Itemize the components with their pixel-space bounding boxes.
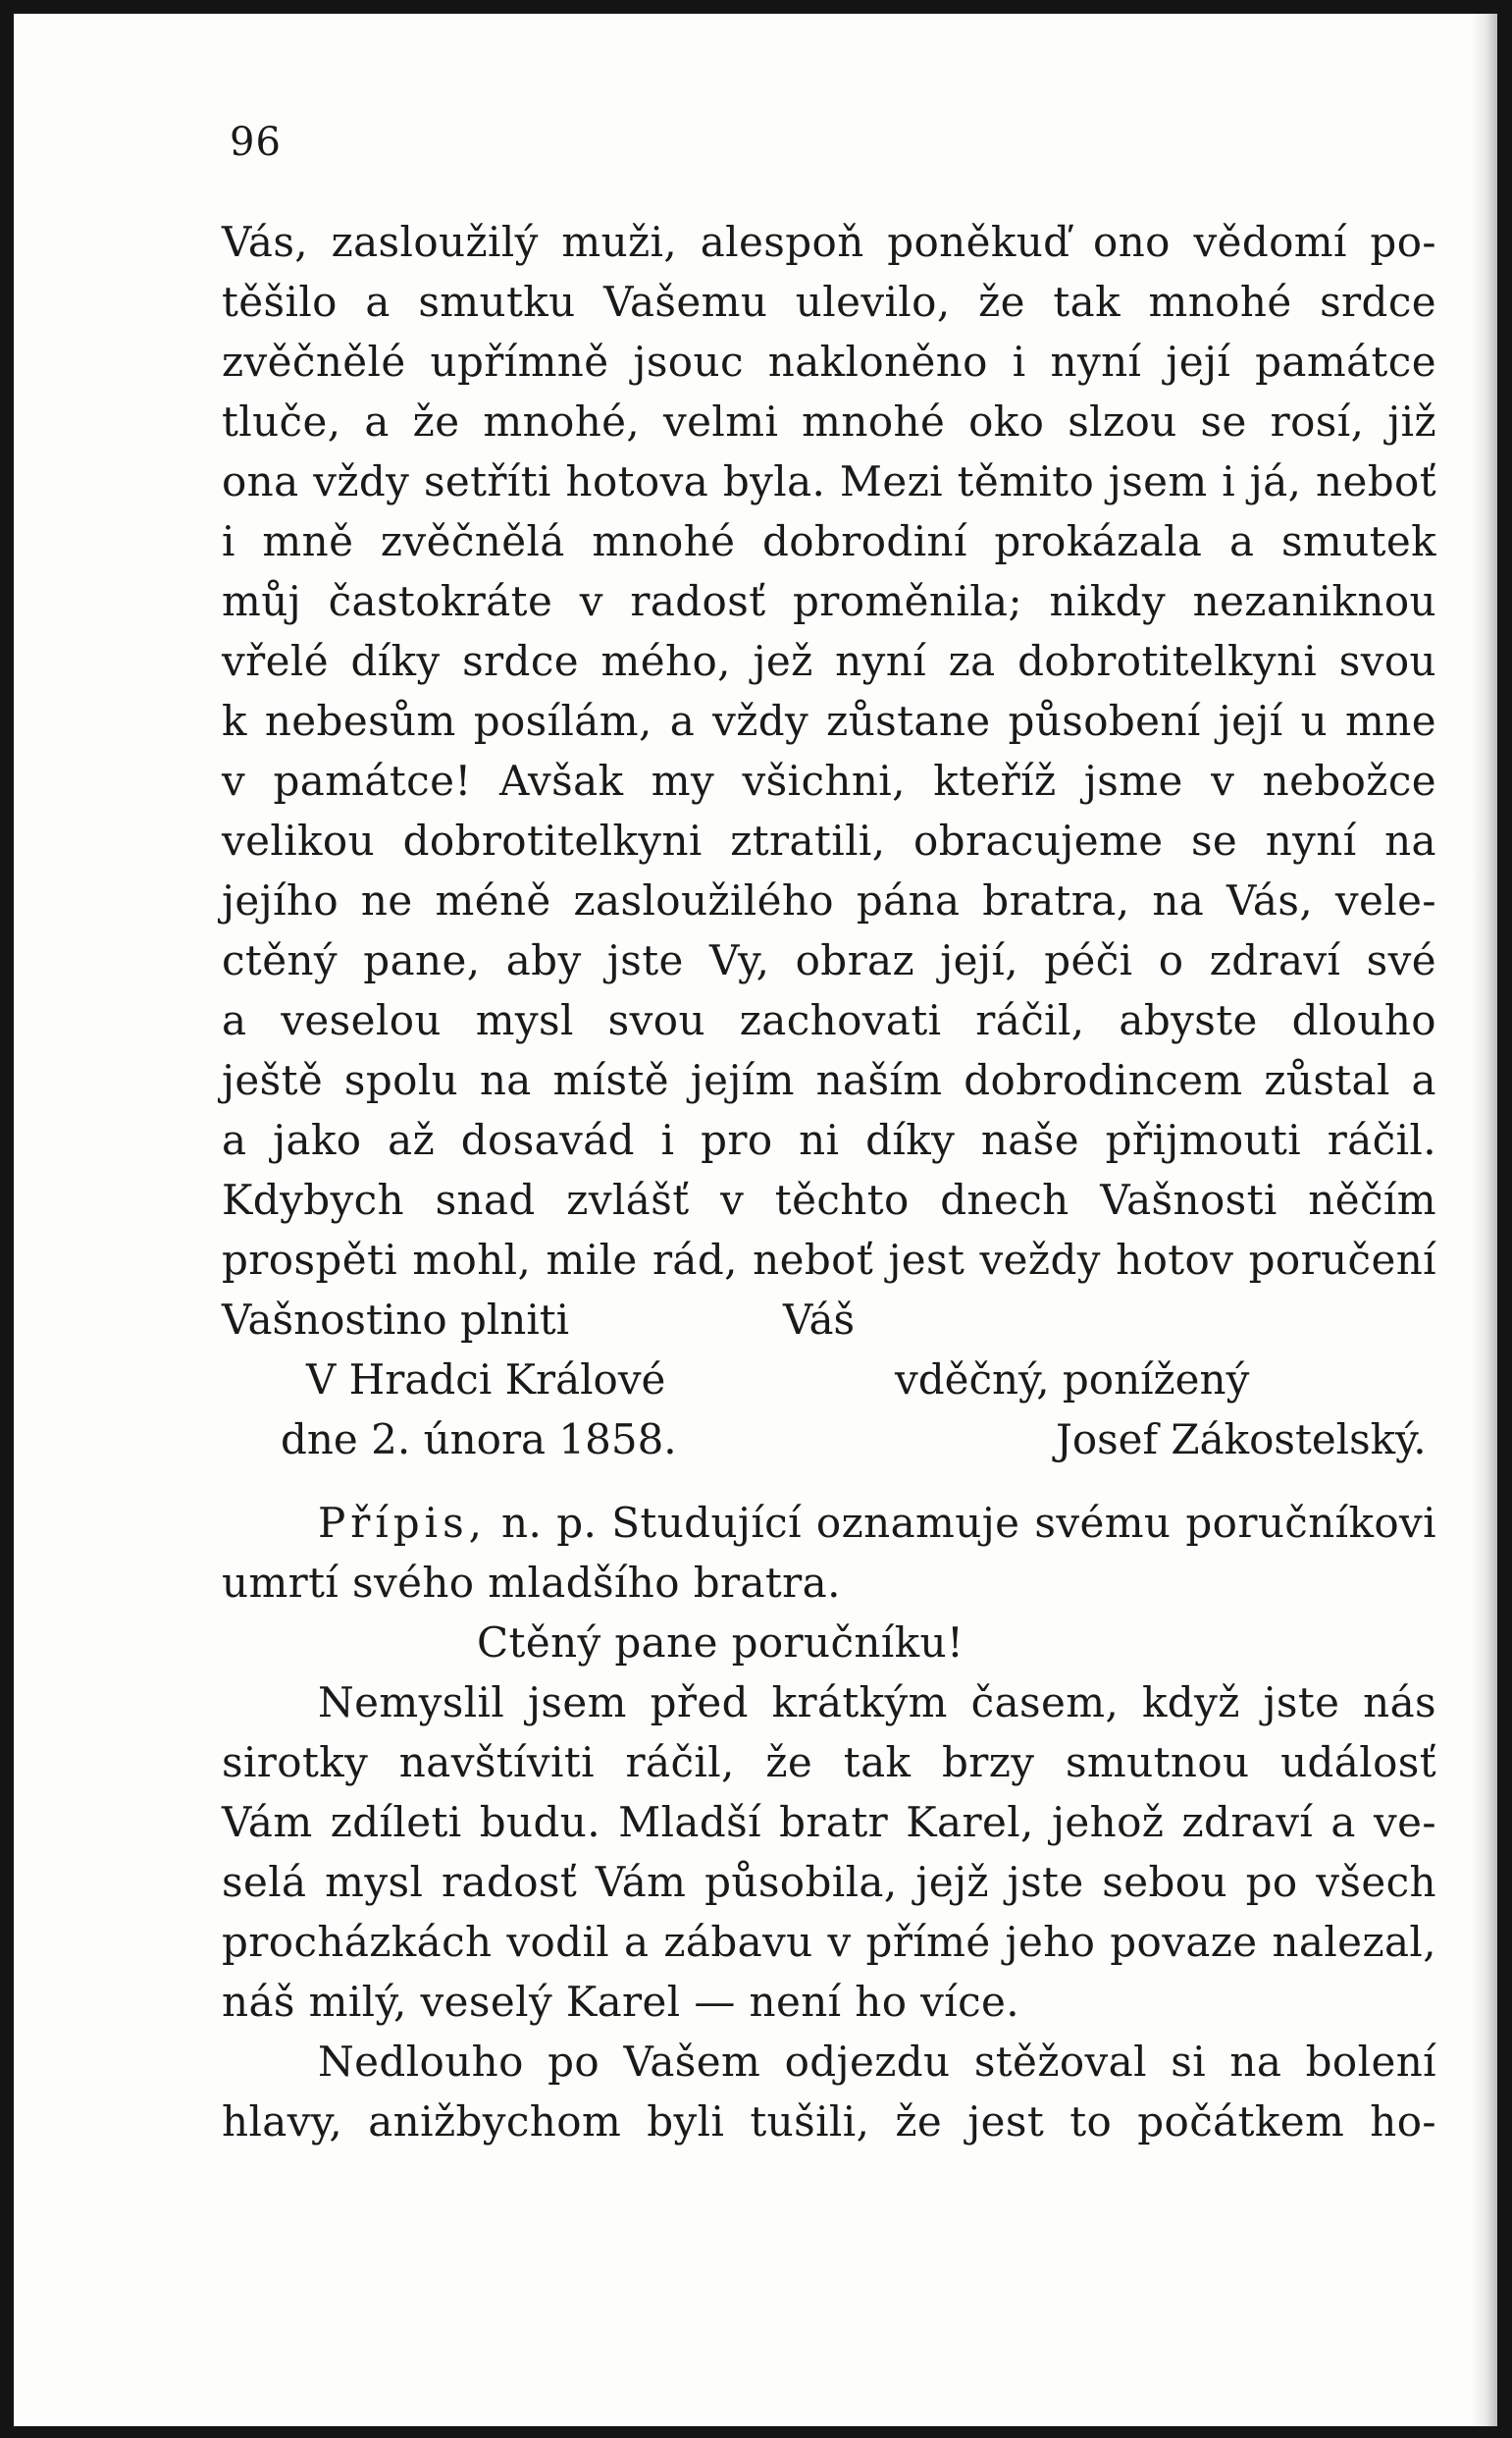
letter2-heading-line2: umrtí svého mladšího bratra. [222, 1559, 841, 1607]
text-line: tluče, a že mnohé, velmi mnohé oko slzou se rosí, již [222, 398, 1436, 446]
heading-rest: n. p. Studující oznamuje svému poručníkovi [501, 1499, 1436, 1547]
date: dne 2. února 1858. [281, 1415, 677, 1463]
text-line: vřelé díky srdce mého, jež nyní za dobrotitelkyni svou [222, 637, 1436, 685]
place: V Hradci Králové [306, 1355, 666, 1404]
heading-label: Přípis, [318, 1499, 487, 1547]
text-line: v památce! Avšak my všichni, kteříž jsme v nebožce [222, 757, 1436, 805]
letter2-heading [222, 1493, 1436, 1553]
text-line: sirotky navštíviti ráčil, že tak brzy smutnou událosť [222, 1738, 1436, 1786]
page-edge-shadow [1472, 14, 1497, 2426]
text-line: ctěný pane, aby jste Vy, obraz její, péči o zdraví své [222, 936, 1436, 984]
text-block [222, 212, 1436, 2151]
text-line: Kdybych snad zvlášť v těchto dnech Vašnosti něčím [222, 1176, 1436, 1224]
text-line: jejího ne méně zasloužilého pána bratra, na Vás, vele- [222, 876, 1436, 925]
text-line: i mně zvěčnělá mnohé dobrodiní prokázala a smutek [222, 517, 1436, 565]
text-line: selá mysl radosť Vám působila, jejž jste sebou po všech [222, 1858, 1436, 1906]
text-line: Nedlouho po Vašem odjezdu stěžoval si na bolení [318, 2038, 1436, 2086]
text-line: ještě spolu na místě jejím naším dobrodincem zůstal a [222, 1056, 1436, 1104]
text-line: těšilo a smutku Vašemu ulevilo, že tak mnohé srdce [222, 278, 1436, 326]
closing-row [222, 1290, 1436, 1350]
text-line: zvěčnělé upřímně jsouc nakloněno i nyní její památce [222, 338, 1436, 386]
text-line: prospěti mohl, mile rád, neboť jest veždy hotov poručení [222, 1236, 1436, 1284]
salutation: Ctěný pane poručníku! [477, 1618, 965, 1667]
place-row [222, 1350, 1436, 1409]
sign-attribute: vděčný, ponížený [895, 1355, 1250, 1404]
date-row [222, 1409, 1436, 1469]
text-line: ona vždy setříti hotova byla. Mezi těmito jsem i já, neboť [222, 457, 1436, 505]
closing-left: Vašnostino plniti [222, 1296, 570, 1344]
text-line: velikou dobrotitelkyni ztratili, obracujeme se nyní na [222, 817, 1436, 865]
text-line: hlavy, anižbychom byli tušili, že jest to počátkem ho- [222, 2097, 1436, 2146]
page-number: 96 [230, 120, 282, 165]
text-line: Nemyslil jsem před krátkým časem, když jste nás [318, 1678, 1436, 1726]
text-line: náš milý, veselý Karel — není ho více. [222, 1978, 1020, 2026]
letter1-body [222, 212, 1436, 1290]
book-page [14, 14, 1497, 2426]
closing-right: Váš [783, 1296, 856, 1344]
text-line: procházkách vodil a zábavu v přímé jeho povaze nalezal, [222, 1918, 1436, 1966]
text-line: k nebesům posílám, a vždy zůstane působení její u mne [222, 697, 1436, 745]
text-line: můj častokráte v radosť proměnila; nikdy nezaniknou [222, 577, 1436, 625]
letter2-paragraph1 [222, 1672, 1436, 2032]
text-line: Vám zdíleti budu. Mladší bratr Karel, jehož zdraví a ve- [222, 1798, 1436, 1846]
letter2-paragraph2 [222, 2032, 1436, 2151]
text-line: a jako až dosavád i pro ni díky naše přijmouti ráčil. [222, 1116, 1436, 1164]
signature: Josef Zákostelský. [1056, 1415, 1427, 1463]
text-line: a veselou mysl svou zachovati ráčil, abyste dlouho [222, 996, 1436, 1044]
text-line: Vás, zasloužilý muži, alespoň poněkuď ono vědomí po- [222, 218, 1436, 266]
